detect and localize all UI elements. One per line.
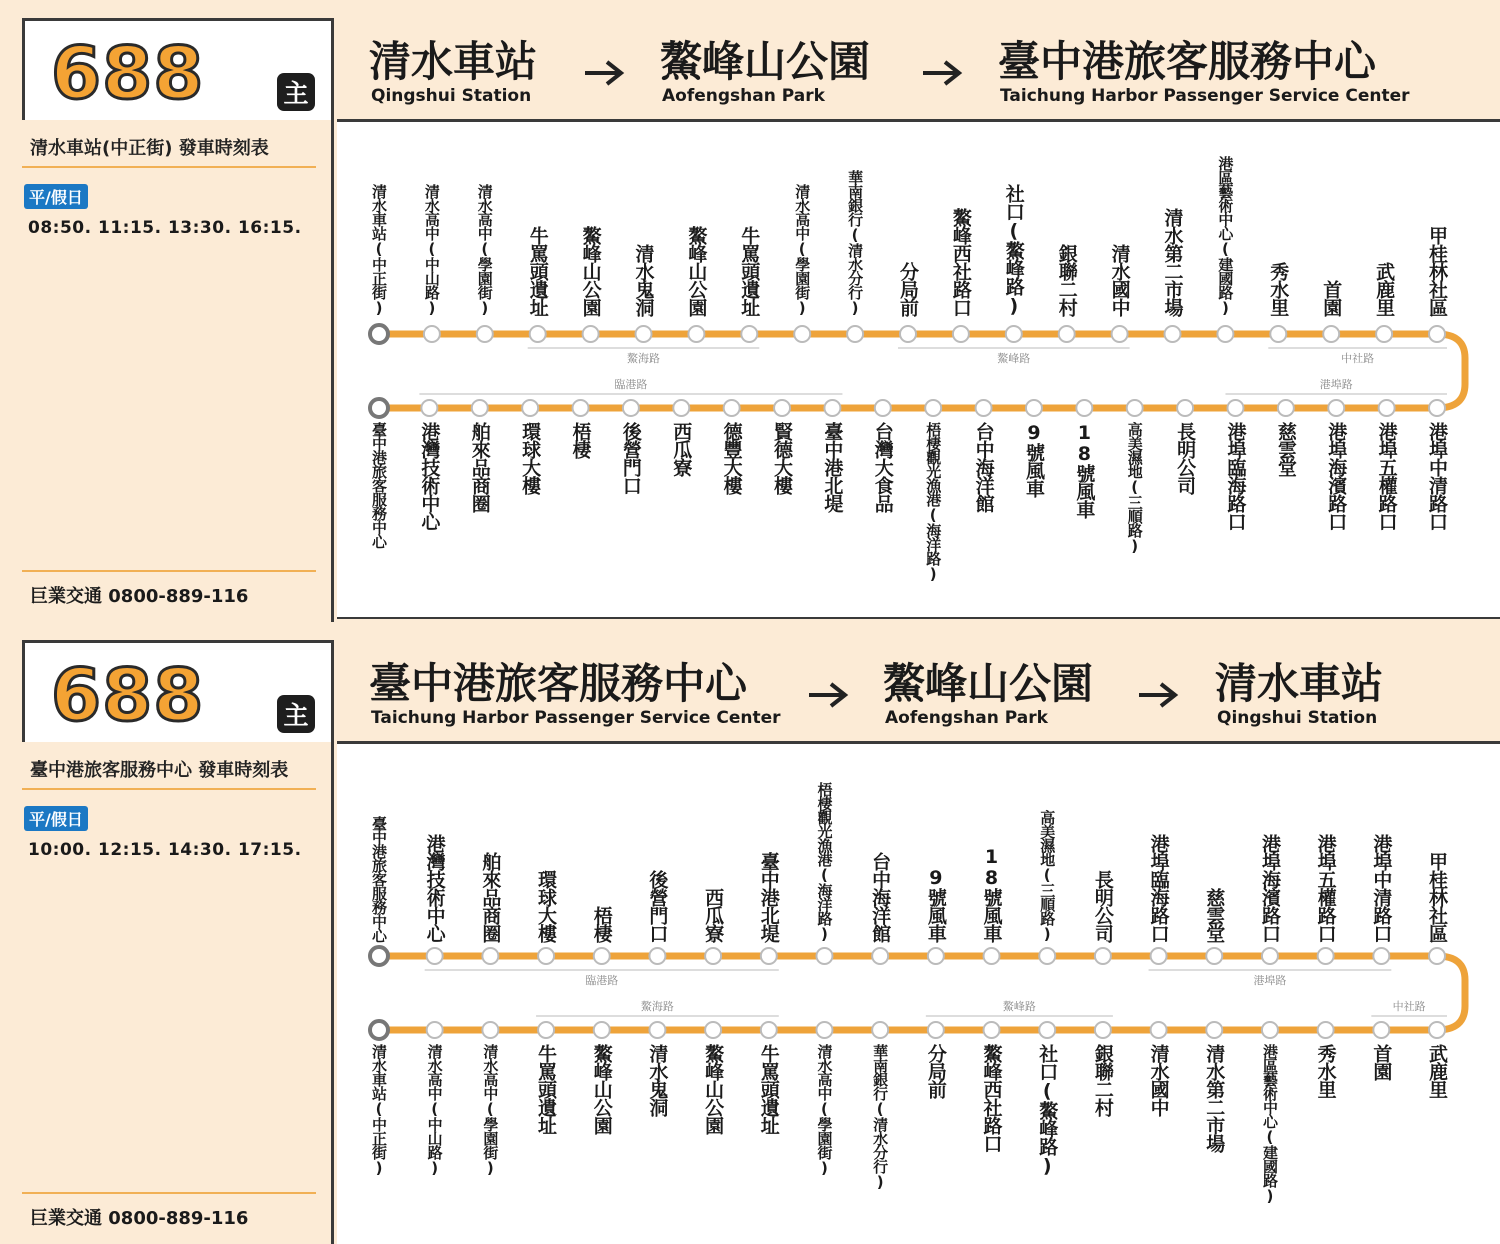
- stop-name: 清水國中: [1147, 1044, 1170, 1116]
- stop-name: 18號風車: [980, 846, 1003, 942]
- destination-3: [1215, 660, 1383, 728]
- stop-name: 9號風車: [1022, 422, 1045, 497]
- stop-name: 分局前: [924, 1044, 947, 1098]
- stop-name: 臺中港北堤: [821, 422, 844, 512]
- stop-name: 後營門口: [619, 422, 642, 494]
- divider: [22, 166, 316, 168]
- departure-times: 08:50. 11:15. 13:30. 16:15.: [28, 218, 302, 238]
- bottom-road-label: 臨港路: [614, 378, 648, 391]
- divider: [22, 570, 316, 572]
- stop-marker: [1429, 948, 1445, 964]
- main-route-badge: 主: [277, 73, 315, 111]
- stop-name: 9號風車: [924, 867, 947, 942]
- stop-name: 銀聯二村: [1091, 1044, 1114, 1116]
- stop-marker: [370, 1021, 388, 1039]
- stop-marker: [1039, 1022, 1055, 1038]
- stop-name: 長明公司: [1091, 870, 1114, 942]
- stop-marker: [724, 400, 740, 416]
- stop-name: 清水高中(中山路): [425, 1044, 444, 1176]
- stop-marker: [1151, 1022, 1167, 1038]
- stop-name: 牛罵頭遺址: [757, 1044, 780, 1134]
- stop-name: 高美濕地(三順路): [1038, 810, 1057, 942]
- stop-name: 舶來品商圈: [468, 422, 491, 512]
- stop-marker: [900, 326, 916, 342]
- stop-marker: [1206, 948, 1222, 964]
- stop-name: 清水高中(學園街): [475, 184, 494, 316]
- stop-marker: [427, 1022, 443, 1038]
- stop-name: 臺中港旅客服務中心: [370, 422, 388, 548]
- route-line-map: [337, 122, 1500, 622]
- stop-marker: [370, 325, 388, 343]
- destination-name: 臺中港旅客服務中心: [998, 37, 1377, 86]
- stop-name: 西瓜寮: [670, 422, 693, 476]
- stop-marker: [421, 400, 437, 416]
- stop-marker: [583, 326, 599, 342]
- stop-name: 賢德大樓: [771, 422, 794, 494]
- destination-english: Aofengshan Park: [662, 86, 825, 106]
- stop-marker: [594, 948, 610, 964]
- route-number: 688: [51, 31, 205, 115]
- stop-marker: [1262, 1022, 1278, 1038]
- top-road-label: 鰲峰路: [997, 352, 1031, 365]
- stop-marker: [370, 399, 388, 417]
- stop-marker: [953, 326, 969, 342]
- stop-marker: [482, 1022, 498, 1038]
- stop-name: 港區藝術中心(建國路): [1260, 1044, 1279, 1204]
- stop-name: 環球大樓: [519, 422, 542, 494]
- stop-name: 華南銀行(清水分行): [846, 170, 865, 316]
- stop-marker: [1270, 326, 1286, 342]
- stop-name: 牛罵頭遺址: [738, 226, 761, 316]
- stop-name: 慈雲堂: [1203, 888, 1226, 942]
- destination-header: [337, 18, 1500, 122]
- stop-name: 慈雲堂: [1274, 422, 1297, 476]
- stop-marker: [1151, 948, 1167, 964]
- stop-name: 港灣技術中心: [423, 834, 446, 942]
- stop-name: 德豐大樓: [720, 422, 743, 494]
- arrow-right-icon: [807, 680, 849, 710]
- destination-name: 鰲峰山公園: [660, 37, 871, 86]
- route-line: [379, 334, 1465, 408]
- stop-marker: [875, 400, 891, 416]
- stop-marker: [1127, 400, 1143, 416]
- bottom-road-label: 港埠路: [1319, 378, 1353, 391]
- stop-marker: [482, 948, 498, 964]
- destination-english: Qingshui Station: [371, 86, 532, 106]
- arrow-right-icon: [921, 58, 963, 88]
- stop-name: 港埠中清路口: [1426, 422, 1448, 530]
- destination-name: 鰲峰山公園: [883, 659, 1094, 708]
- stop-name: 分局前: [897, 262, 919, 316]
- day-type-badge: 平/假日: [24, 184, 88, 209]
- destination-english: Aofengshan Park: [885, 708, 1048, 728]
- stop-marker: [976, 400, 992, 416]
- stop-marker: [1095, 948, 1111, 964]
- stop-marker: [1373, 1022, 1389, 1038]
- stop-name: 18號風車: [1073, 422, 1096, 518]
- stop-marker: [1227, 400, 1243, 416]
- timetable-column: [22, 742, 334, 1244]
- stop-name: 港埠海濱路口: [1325, 422, 1348, 530]
- stop-marker: [824, 400, 840, 416]
- divider: [337, 617, 1500, 619]
- stop-marker: [984, 1022, 1000, 1038]
- stop-name: 臺中港北堤: [757, 852, 780, 942]
- stop-marker: [847, 326, 863, 342]
- stop-name: 華南銀行(清水分行): [871, 1044, 890, 1190]
- destination-header: [337, 640, 1500, 744]
- stop-marker: [1026, 400, 1042, 416]
- destination-name: 清水車站: [1215, 659, 1384, 708]
- stop-marker: [623, 400, 639, 416]
- destination-2: [883, 660, 1093, 728]
- stop-marker: [477, 326, 493, 342]
- stop-marker: [872, 948, 888, 964]
- stop-marker: [594, 1022, 610, 1038]
- bottom-road-label: 鰲海路: [640, 1000, 674, 1013]
- stop-marker: [1006, 326, 1022, 342]
- route-line: [379, 956, 1465, 1030]
- stop-marker: [1059, 326, 1075, 342]
- stop-name: 牛罵頭遺址: [535, 1044, 558, 1134]
- stop-marker: [649, 1022, 665, 1038]
- operator-contact: 巨業交通 0800-889-116: [30, 586, 249, 607]
- stop-marker: [673, 400, 689, 416]
- route-number-box: [22, 640, 334, 742]
- stop-marker: [1206, 1022, 1222, 1038]
- stop-marker: [928, 1022, 944, 1038]
- stop-name: 台灣大食品: [871, 422, 894, 512]
- stop-marker: [649, 948, 665, 964]
- stop-name: 清水車站(中正街): [370, 184, 388, 316]
- stop-marker: [1165, 326, 1181, 342]
- destination-2: [660, 38, 870, 106]
- stop-marker: [984, 948, 1000, 964]
- stop-name: 清水高中(學園街): [815, 1044, 834, 1176]
- stop-marker: [530, 326, 546, 342]
- stop-marker: [472, 400, 488, 416]
- stop-marker: [1278, 400, 1294, 416]
- stop-name: 清水鬼洞: [646, 1044, 669, 1116]
- stop-name: 舶來品商圈: [479, 852, 502, 942]
- stop-name: 清水第二市場: [1203, 1044, 1226, 1152]
- stop-marker: [1376, 326, 1392, 342]
- stop-marker: [538, 948, 554, 964]
- destination-name: 臺中港旅客服務中心: [369, 659, 748, 708]
- stop-name: 清水第二市場: [1161, 208, 1184, 316]
- stop-name: 秀水里: [1314, 1044, 1337, 1098]
- top-road-label: 鰲海路: [627, 352, 660, 365]
- stop-name: 清水高中(中山路): [422, 184, 441, 316]
- main-route-badge: 主: [277, 695, 315, 733]
- stop-name: 鰲峰山公園: [590, 1044, 613, 1134]
- stop-name: 清水高中(學園街): [793, 184, 812, 316]
- stop-name: 武鹿里: [1426, 1044, 1448, 1098]
- stop-marker: [741, 326, 757, 342]
- stop-marker: [1318, 948, 1334, 964]
- stop-marker: [761, 1022, 777, 1038]
- stop-marker: [1076, 400, 1092, 416]
- stop-name: 鰲峰山公園: [579, 226, 602, 316]
- stop-marker: [1429, 1022, 1445, 1038]
- day-type-badge: 平/假日: [24, 806, 88, 831]
- stop-name: 鰲峰山公園: [702, 1044, 725, 1134]
- stop-name: 港埠臨海路口: [1147, 834, 1170, 942]
- stop-marker: [1429, 400, 1445, 416]
- arrow-right-icon: [1137, 680, 1179, 710]
- stop-marker: [872, 1022, 888, 1038]
- timetable-title: 清水車站(中正街) 發車時刻表: [30, 138, 269, 159]
- stop-name: 清水鬼洞: [632, 244, 655, 316]
- stop-name: 梧棲觀光漁港(海洋路): [815, 782, 834, 942]
- stop-marker: [522, 400, 538, 416]
- stop-marker: [424, 326, 440, 342]
- stop-name: 梧棲觀光漁港(海洋路): [924, 422, 943, 582]
- stop-name: 梧棲: [590, 906, 613, 942]
- destination-1: [369, 38, 537, 106]
- stop-name: 首園: [1320, 280, 1343, 316]
- stop-name: 高美濕地(三順路): [1125, 422, 1144, 554]
- bottom-road-label: 中社路: [1392, 1000, 1426, 1013]
- destination-name: 清水車站: [369, 37, 538, 86]
- stop-name: 港埠臨海路口: [1224, 422, 1247, 530]
- stop-marker: [1217, 326, 1233, 342]
- stop-name: 鰲峰西社路口: [949, 208, 972, 316]
- stop-marker: [636, 326, 652, 342]
- route-map: [337, 122, 1500, 618]
- stop-name: 環球大樓: [535, 870, 558, 942]
- stop-name: 長明公司: [1174, 422, 1197, 494]
- route-panel-return: [0, 622, 1500, 1244]
- stop-marker: [1323, 326, 1339, 342]
- stop-marker: [816, 1022, 832, 1038]
- stop-marker: [705, 1022, 721, 1038]
- stop-marker: [573, 400, 589, 416]
- stop-name: 清水高中(學園街): [481, 1044, 500, 1176]
- stop-name: 鰲峰西社路口: [980, 1044, 1003, 1152]
- stop-marker: [1112, 326, 1128, 342]
- stop-marker: [1318, 1022, 1334, 1038]
- stop-marker: [1039, 948, 1055, 964]
- stop-marker: [761, 948, 777, 964]
- arrow-right-icon: [583, 58, 625, 88]
- stop-marker: [1262, 948, 1278, 964]
- stop-name: 鰲峰山公園: [685, 226, 708, 316]
- bottom-road-label: 鰲峰路: [1002, 1000, 1036, 1013]
- stop-name: 清水國中: [1108, 244, 1131, 316]
- stop-name: 港埠海濱路口: [1258, 834, 1281, 942]
- timetable-column: [22, 120, 334, 622]
- timetable-title: 臺中港旅客服務中心 發車時刻表: [30, 760, 289, 781]
- stop-name: 社口(鰲峰路): [1036, 1044, 1059, 1176]
- stop-marker: [1177, 400, 1193, 416]
- route-map: [337, 744, 1500, 1244]
- stop-marker: [925, 400, 941, 416]
- stop-name: 台中海洋館: [869, 852, 892, 942]
- stop-name: 社口(鰲峰路): [1002, 184, 1025, 316]
- destination-english: Taichung Harbor Passenger Service Center: [371, 708, 781, 728]
- destination-3: [998, 38, 1410, 106]
- route-number: 688: [51, 653, 205, 737]
- stop-name: 台中海洋館: [972, 422, 995, 512]
- stop-name: 後營門口: [646, 870, 669, 942]
- stop-name: 首園: [1370, 1044, 1393, 1080]
- stop-marker: [427, 948, 443, 964]
- stop-name: 港埠中清路口: [1370, 834, 1393, 942]
- top-road-label: 港埠路: [1253, 974, 1287, 987]
- route-number-box: [22, 18, 334, 120]
- stop-marker: [1379, 400, 1395, 416]
- stop-name: 港灣技術中心: [418, 422, 441, 530]
- stop-name: 梧棲: [569, 422, 592, 458]
- stop-name: 清水車站(中正街): [370, 1044, 388, 1176]
- stop-name: 甲桂林社區: [1426, 852, 1448, 942]
- stop-name: 西瓜寮: [702, 888, 725, 942]
- destination-1: [369, 660, 781, 728]
- stop-marker: [928, 948, 944, 964]
- stop-name: 秀水里: [1267, 262, 1290, 316]
- stop-name: 港埠五權路口: [1375, 422, 1398, 530]
- stop-name: 港區藝術中心(建國路): [1216, 156, 1235, 316]
- divider: [22, 1192, 316, 1194]
- stop-name: 牛罵頭遺址: [526, 226, 549, 316]
- divider: [22, 788, 316, 790]
- stop-marker: [1429, 326, 1445, 342]
- top-road-label: 臨港路: [585, 974, 619, 987]
- stop-marker: [705, 948, 721, 964]
- stop-marker: [774, 400, 790, 416]
- stop-marker: [1373, 948, 1389, 964]
- destination-english: Taichung Harbor Passenger Service Center: [1000, 86, 1410, 106]
- stop-name: 銀聯二村: [1055, 244, 1078, 316]
- destination-english: Qingshui Station: [1217, 708, 1378, 728]
- stop-name: 港埠五權路口: [1314, 834, 1337, 942]
- stop-marker: [538, 1022, 554, 1038]
- top-road-label: 中社路: [1341, 352, 1375, 365]
- stop-name: 甲桂林社區: [1426, 226, 1448, 316]
- stop-marker: [370, 947, 388, 965]
- stop-marker: [816, 948, 832, 964]
- stop-marker: [1095, 1022, 1111, 1038]
- stop-name: 臺中港旅客服務中心: [370, 816, 388, 942]
- stop-marker: [688, 326, 704, 342]
- operator-contact: 巨業交通 0800-889-116: [30, 1208, 249, 1229]
- stop-name: 武鹿里: [1373, 262, 1396, 316]
- stop-marker: [794, 326, 810, 342]
- stop-marker: [1328, 400, 1344, 416]
- route-line-map: [337, 744, 1500, 1244]
- departure-times: 10:00. 12:15. 14:30. 17:15.: [28, 840, 302, 860]
